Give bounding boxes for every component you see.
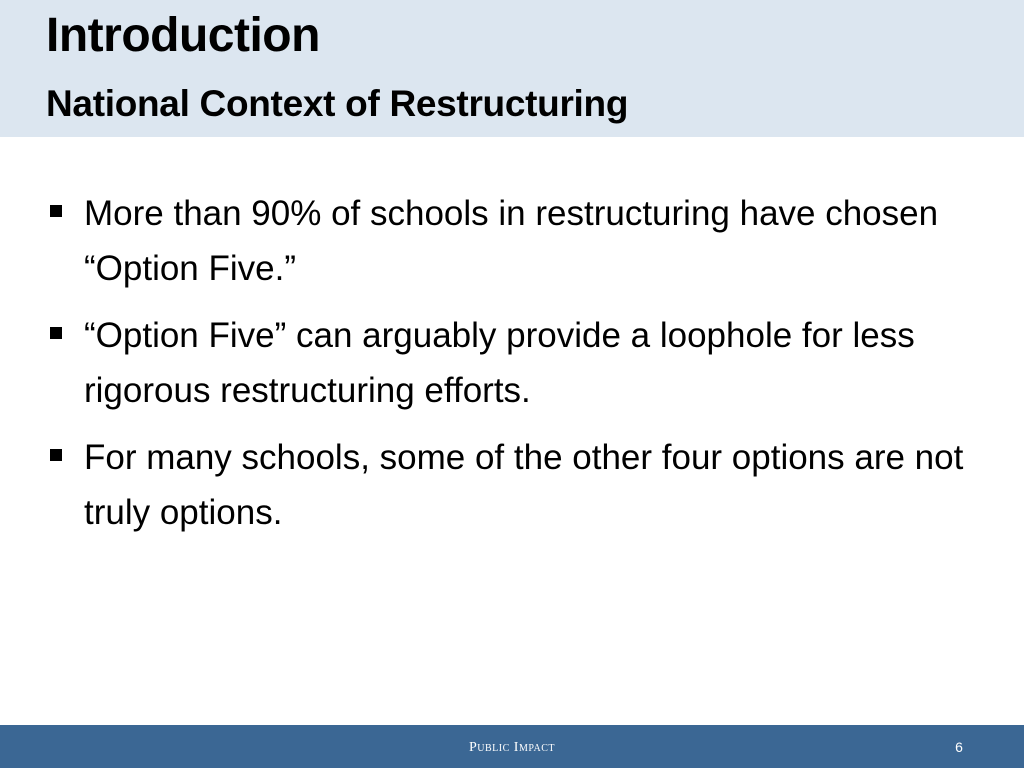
bullet-text: For many schools, some of the other four options are not truly options. bbox=[84, 438, 964, 532]
header-band bbox=[0, 0, 1024, 137]
bullet-text: More than 90% of schools in restructuring have chosen “Option Five.” bbox=[84, 194, 939, 288]
footer-band bbox=[0, 725, 1024, 768]
bullet-list bbox=[46, 186, 986, 552]
slide-title: Introduction bbox=[46, 9, 320, 62]
footer-brand: Public Impact bbox=[469, 740, 555, 755]
square-bullet-icon bbox=[50, 449, 62, 461]
bullet-item bbox=[46, 186, 986, 296]
bullet-text: “Option Five” can arguably provide a loophole for less rigorous restructuring efforts. bbox=[84, 316, 915, 410]
page-number: 6 bbox=[955, 739, 963, 755]
bullet-item bbox=[46, 430, 986, 540]
slide-subtitle: National Context of Restructuring bbox=[46, 83, 629, 124]
square-bullet-icon bbox=[50, 205, 62, 217]
square-bullet-icon bbox=[50, 327, 62, 339]
bullet-item bbox=[46, 308, 986, 418]
